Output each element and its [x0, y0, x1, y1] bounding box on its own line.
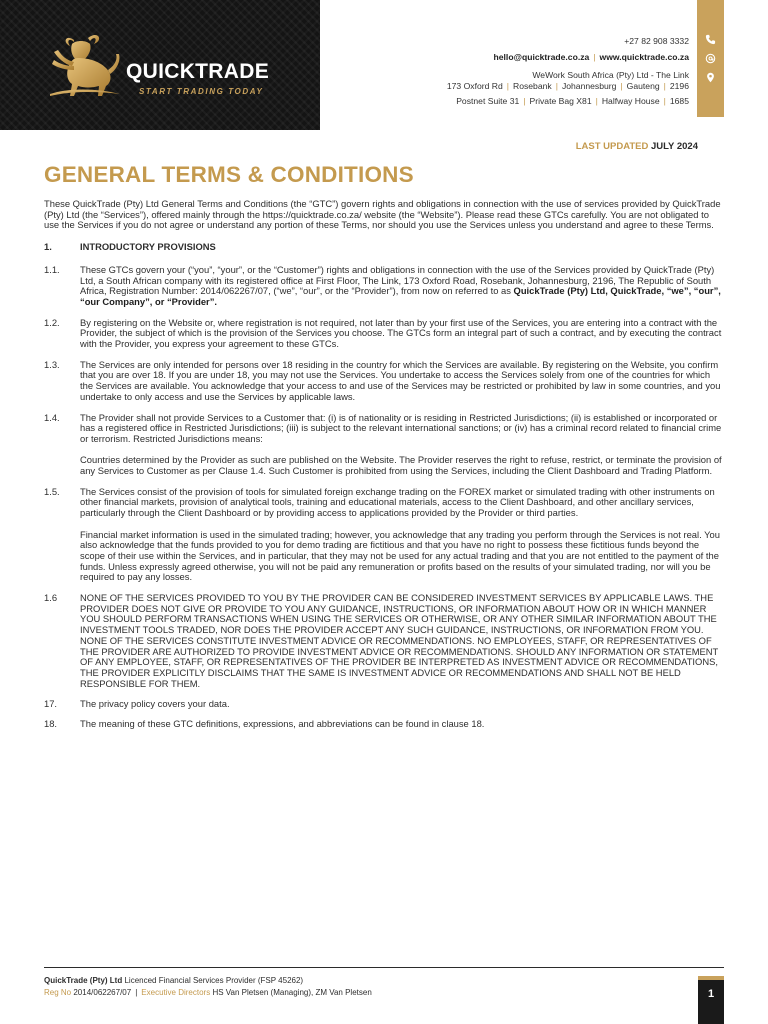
clause-number: 1.3.: [44, 358, 60, 370]
brand-tagline: START TRADING TODAY: [139, 87, 264, 96]
intro-paragraph: These QuickTrade (Pty) Ltd General Terms and Conditions (the “GTC”) govern rights and obligations in connection with the use of services provided by QuickTrade (Pty) Ltd (the “Services”), offered mainly through the https://quicktrade.co.za/ website (the “Website”). Please read these GTCs carefully. You are not obligated to use the Services if you do not agree or understand any portion of these Terms, nor should you use the Services unless you understand and agree to these Terms.: [44, 198, 721, 231]
clause-text: By registering on the Website or, where registration is not required, not later than by your first use of the Services, you are entering into a contract with the Provider, the subject of which is the provision of the Services you choose. The GTCs form an integral part of such a contract, and by executing the contract with the Provider, you express your agreement to these GTCs.: [80, 316, 722, 350]
address-line2: 173 Oxford Rd | Rosebank | Johannesburg | Gauteng | 2196: [446, 80, 689, 91]
clause-1-4: [44, 413, 724, 477]
document-footer: QuickTrade (Pty) Ltd Licenced Financial Services Provider (FSP 45262) Reg No 2014/062267/07 | Executive Directors HS Van Pletsen (Managing), ZM Van Pletsen: [44, 976, 372, 997]
clause-text: The Services are only intended for persons over 18 residing in the country for which the Services are available. By registering on the Website, you confirm that you are over 18. If you are under 18, you may not use the Services. You undertake to access the Services solely from one of the countries for which the Services are available. You acknowledge that your access to and use of the Services may be restricted or prohibited by law in some countries, and you undertake to only access and use the Services by applicable laws.: [80, 358, 721, 402]
clause-text-continued: Countries determined by the Provider as such are published on the Website. The Provider reserves the right to refuse, restrict, or terminate the provision of any Services to Customer as per Clause 1.4. Such Customer is prohibited from using the Services, including the Client Dashboard and Trading Platform.: [80, 454, 722, 477]
postal-address: Postnet Suite 31 | Private Bag X81 | Halfway House | 1685: [456, 96, 689, 106]
clause-text-continued: Financial market information is used in the simulated trading; however, you acknowledge that any trading you perform through the Services is not real. You also acknowledge that the funds provided to you for demo trading are fictitious and that you have no right to possess these fictitious funds beyond the scope of their use within the Services, and in particular, that they may not be used for any actual trading and that you are not entitled to the payment of the funds. Unless expressly agreed otherwise, you will not be paid any remuneration or profits based on the results of your simulated trading, nor will you be required to pay any losses.: [80, 528, 720, 583]
footer-licence: Licenced Financial Services Provider (FSP 45262): [124, 976, 304, 985]
last-updated-label: LAST UPDATED: [575, 141, 649, 152]
brand-name: QUICKTRADE: [126, 60, 269, 83]
bull-logo-icon: [44, 30, 124, 102]
clause-text: The meaning of these GTC definitions, expressions, and abbreviations can be found in clause 18.: [80, 718, 485, 730]
clause-17: [44, 699, 724, 710]
page-title: GENERAL TERMS & CONDITIONS: [44, 162, 414, 187]
brand-panel: [0, 0, 320, 130]
footer-reg-label: Reg No: [44, 988, 72, 997]
clause-text: The privacy policy covers your data.: [80, 698, 230, 710]
footer-company: QuickTrade (Pty) Ltd: [44, 976, 123, 985]
clause-number: 18.: [44, 718, 58, 730]
email-link[interactable]: hello@quicktrade.co.za: [493, 52, 590, 62]
clause-defined-terms: QuickTrade (Pty) Ltd, QuickTrade, “we”, “our”, “our Company”, or “Provider”.: [80, 285, 721, 307]
footer-directors-label: Executive Directors: [141, 988, 211, 997]
web-icon: [705, 53, 716, 64]
clause-number: 1.1.: [44, 263, 60, 275]
clause-number: 1.5.: [44, 485, 60, 497]
section-number: 1.: [44, 241, 52, 253]
clause-number: 1.6: [44, 592, 58, 604]
document-body: [44, 199, 724, 739]
footer-directors-value: HS Van Pletsen (Managing), ZM Van Pletsen: [212, 988, 372, 997]
footer-reg-value: 2014/062267/07: [73, 988, 132, 997]
clause-number: 1.2.: [44, 316, 60, 328]
clause-1-6: [44, 593, 724, 689]
document-header: [0, 0, 768, 130]
page-number-tab: [698, 976, 724, 1024]
clause-text: These GTCs govern your (“you”, “your”, or the “Customer”) rights and obligations in connection with the use of the Services provided by QuickTrade (Pty) Ltd, a South African company with its registered office at First Floor, The Link, 173 Oxford Road, Rosebank, Johannesburg, 2196, The Republic of South Africa, Registration Number: 2014/062267/07, (“we”, “our”, or the “Provider”), from now on referred to as: [80, 263, 715, 297]
section-title: INTRODUCTORY PROVISIONS: [80, 241, 216, 253]
clause-1-5: [44, 487, 724, 583]
page-number: 1: [707, 988, 715, 1000]
website-link[interactable]: www.quicktrade.co.za: [599, 52, 689, 62]
section-heading: [44, 242, 724, 253]
footer-divider: [44, 967, 724, 968]
last-updated: [576, 141, 698, 152]
last-updated-value: JULY 2024: [650, 141, 698, 152]
phone-icon: [705, 34, 716, 45]
address-line1: WeWork South Africa (Pty) Ltd - The Link: [532, 70, 689, 80]
clause-text: The Provider shall not provide Services to a Customer that: (i) is of nationality or is residing in Restricted Jurisdictions; (ii) is established or incorporated or has a registered office in Restricted Jurisdictions; (iii) is subject to the relevant international sanctions; or (iv) has a criminal record related to financial crime or terrorism. Restricted Jurisdictions means:: [80, 411, 722, 444]
clause-number: 1.4.: [44, 411, 60, 423]
clause-18: [44, 719, 724, 730]
clause-1-2: [44, 318, 724, 350]
clause-text: NONE OF THE SERVICES PROVIDED TO YOU BY THE PROVIDER CAN BE CONSIDERED INVESTMENT SERVICES BY APPLICABLE LAWS. THE PROVIDER DOES NOT GIVE OR PROVIDE TO YOU ANY GUIDANCE, INSTRUCTIONS, OR INFORMATION ABOUT HOW OR IN WHICH MANNER YOU SHOULD PERFORM TRANSACTIONS WHEN USING THE SERVICES OR OTHERWISE, OR ANY OTHER SIMILAR INFORMATION ABOUT THE INVESTMENT TOOLS TRADED, NOR DOES THE PROVIDER ACCEPT ANY SUCH GUIDANCE, INSTRUCTIONS, OR INFORMATION FROM YOU. NONE OF THE SERVICES CONSTITUTE INVESTMENT ADVICE OR RECOMMENDATIONS. NO EMPLOYEES, STAFF, OR REPRESENTATIVES OF THE PROVIDER ARE AUTHORIZED TO PROVIDE INVESTMENT ADVICE OR RECOMMENDATIONS. SHOULD ANY INFORMATION OR STATEMENT OF ANY EMPLOYEE, STAFF, OR REPRESENTATIVES OF THE PROVIDER BE INTERPRETED AS INVESTMENT ADVICE OR RECOMMENDATIONS, THE PROVIDER EXPLICITLY DISCLAIMS THAT THE SAME IS INVESTMENT ADVICE OR RECOMMENDATIONS AND SHALL NOT BE HELD RESPONSIBLE FOR THEM.: [80, 592, 719, 689]
clause-1-1: [44, 265, 724, 308]
clause-text: The Services consist of the provision of tools for simulated foreign exchange trading on the FOREX market or simulated trading with other instruments on other financial markets, provision of analytical tools, training and educational materials, access to the Client Dashboard, and other ancillary services, particularly through the Client Dashboard or by providing access to applications provided by the Provider or third parties.: [80, 485, 715, 519]
location-pin-icon: [705, 72, 716, 83]
contact-block: +27 82 908 3332 hello@quicktrade.co.za | www.quicktrade.co.za WeWork South Africa (Pty) Ltd - The Link 173 Oxford Rd | Rosebank | Johannesburg | Gauteng | 2196 Postnet Suite 31 | Private Bag X81 | Halfway House | 1685: [349, 33, 689, 107]
phone-number[interactable]: +27 82 908 3332: [624, 36, 689, 46]
clause-number: 17.: [44, 698, 58, 710]
contact-icon-bar: [697, 0, 724, 117]
clause-1-3: [44, 360, 724, 403]
